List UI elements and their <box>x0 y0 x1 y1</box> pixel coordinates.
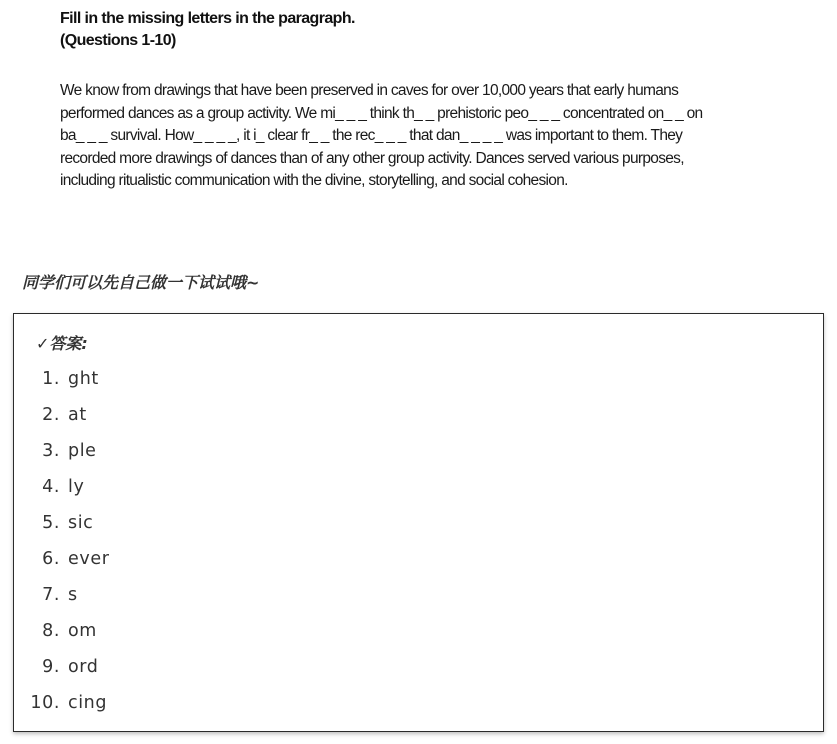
answer-item <box>14 583 110 619</box>
answer-item <box>14 511 110 547</box>
answer-text: ght <box>68 369 99 389</box>
answer-text: s <box>68 585 78 605</box>
answer-item <box>14 439 110 475</box>
answer-number: 1. <box>42 369 60 389</box>
answer-number: 7. <box>42 585 60 605</box>
question-title-line-1: Fill in the missing letters in the paragraph. <box>60 10 355 27</box>
answer-item <box>14 655 110 691</box>
answer-item <box>14 619 110 655</box>
paragraph-line: including ritualistic communication with the divine, storytelling, and social cohesion. <box>60 172 568 189</box>
answer-item <box>14 475 110 511</box>
answer-number: 8. <box>42 621 60 641</box>
paragraph-line: recorded more drawings of dances than of any other group activity. Dances served various purposes, <box>60 149 684 167</box>
paragraph-line: We know from drawings that have been preserved in caves for over 10,000 years that early humans <box>60 82 679 99</box>
answer-text: om <box>68 621 97 641</box>
answer-number: 5. <box>42 513 60 533</box>
answer-text: ever <box>68 549 110 569</box>
answer-item <box>14 547 110 583</box>
answer-header-label: 答案: <box>49 334 88 353</box>
question-title-line-2: (Questions 1-10) <box>60 32 176 49</box>
answer-item <box>14 691 110 727</box>
answer-number: 3. <box>42 441 60 461</box>
answer-item <box>14 367 110 403</box>
answer-number: 10. <box>30 693 60 713</box>
cloze-paragraph <box>60 80 760 193</box>
answer-number: 9. <box>42 657 60 677</box>
answer-text: cing <box>68 693 108 713</box>
answer-list <box>14 367 110 727</box>
question-title <box>60 8 355 52</box>
paragraph-line: ba_ _ _ survival. How_ _ _ _, it i_ clear fr_ _ the rec_ _ _ that dan_ _ _ _ was important to them. They <box>60 127 683 144</box>
answer-number: 4. <box>42 477 60 497</box>
try-it-note: 同学们可以先自己做一下试试哦~ <box>22 273 260 292</box>
answer-text: ly <box>68 477 85 497</box>
answer-text: sic <box>68 513 94 533</box>
answer-number: 6. <box>42 549 60 569</box>
paragraph-line: performed dances as a group activity. We mi_ _ _ think th_ _ prehistoric peo_ _ _ concentrated on_ _ on <box>60 104 703 122</box>
answer-number: 2. <box>42 405 60 425</box>
answer-item <box>14 403 110 439</box>
answer-header <box>36 332 88 356</box>
answer-text: at <box>68 405 87 425</box>
answer-text: ple <box>68 441 97 461</box>
answer-text: ord <box>68 657 99 677</box>
question-image <box>0 0 837 220</box>
answer-box <box>13 313 824 732</box>
check-icon: ✓ <box>36 334 50 353</box>
